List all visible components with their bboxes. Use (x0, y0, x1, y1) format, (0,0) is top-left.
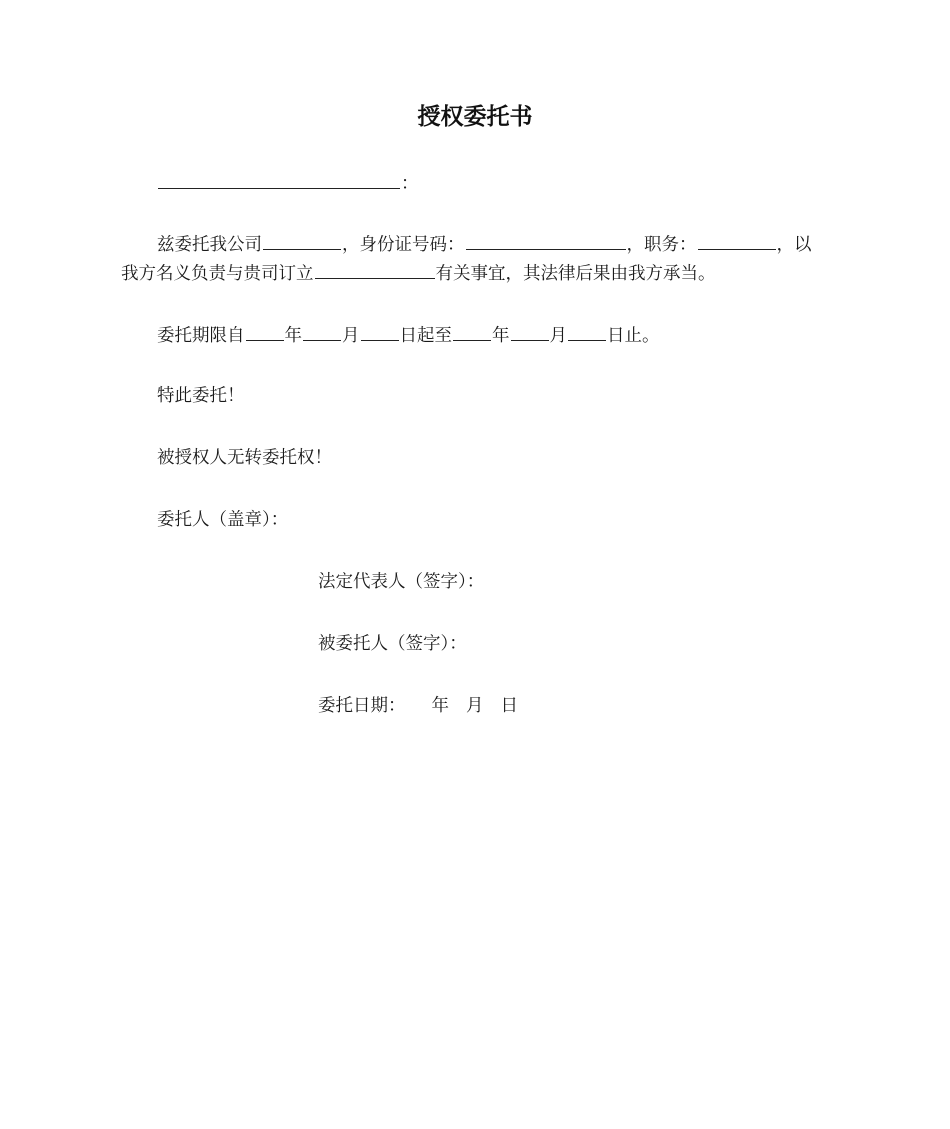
agent-signature-label: 被委托人（签字）： (318, 634, 467, 654)
end-month-blank[interactable] (511, 320, 549, 341)
date-month-label: 月 (466, 696, 484, 716)
authorize-text-3: 有关事宜，其法律后果由我方承当。 (435, 264, 716, 284)
start-month-blank[interactable] (303, 320, 341, 341)
document-title: 授权委托书 (417, 104, 533, 130)
start-month-label: 月 (342, 326, 360, 346)
addressee-colon: ： (401, 174, 419, 194)
end-day-blank[interactable] (568, 320, 606, 341)
start-year-label: 年 (284, 326, 302, 346)
contract-matter-blank[interactable] (315, 258, 435, 279)
end-year-blank[interactable] (453, 320, 491, 341)
id-number-blank[interactable] (466, 229, 626, 250)
authorization-line-2 (121, 258, 716, 289)
start-year-blank[interactable] (246, 320, 284, 341)
authorize-text-2: 我方名义负责与贵司订立 (121, 264, 314, 284)
period-prefix: 委托期限自 (157, 326, 245, 346)
end-day-label: 日止。 (607, 326, 660, 346)
addressee-blank[interactable] (158, 168, 400, 189)
period-line (157, 320, 660, 351)
end-month-label: 月 (549, 326, 567, 346)
end-year-label: 年 (492, 326, 510, 346)
date-year-label: 年 (431, 696, 449, 716)
position-label: ，职务： (626, 235, 697, 255)
authorize-text-tail: ，以 (776, 235, 812, 255)
special-statement: 特此委托！ (157, 386, 245, 406)
authorize-text-1: 兹委托我公司 (157, 235, 262, 255)
legal-representative-label: 法定代表人（签字）： (318, 572, 485, 592)
position-blank[interactable] (698, 229, 776, 250)
no-transfer-statement: 被授权人无转委托权！ (157, 448, 332, 468)
authorization-line-1 (157, 229, 812, 260)
addressee-line (157, 168, 419, 199)
start-day-blank[interactable] (361, 320, 399, 341)
id-number-label: ，身份证号码： (342, 235, 465, 255)
start-day-label: 日起至 (399, 326, 452, 346)
date-label: 委托日期： (318, 696, 406, 716)
date-day-label: 日 (500, 696, 518, 716)
principal-seal-label: 委托人（盖章）： (157, 510, 289, 530)
authorized-person-blank[interactable] (263, 229, 341, 250)
authorization-date-line (318, 692, 518, 721)
